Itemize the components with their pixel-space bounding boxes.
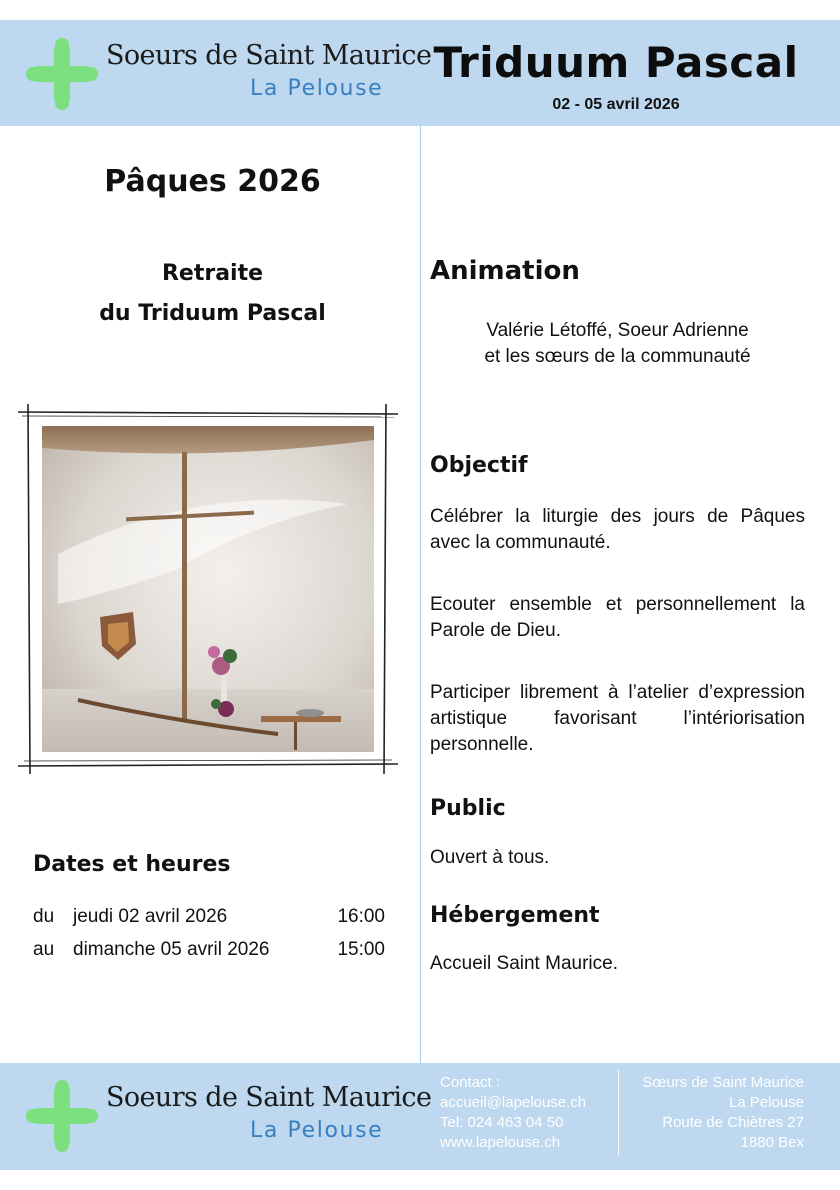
- footer-contact: [440, 1073, 586, 1153]
- page-title: Triduum Pascal: [433, 38, 799, 87]
- address-line-4: 1880 Bex: [740, 1134, 804, 1151]
- hebergement-text: Accueil Saint Maurice.: [430, 953, 618, 974]
- footer-logo: [26, 1080, 432, 1160]
- public-text: Ouvert à tous.: [430, 847, 550, 868]
- contact-label: Contact :: [440, 1074, 501, 1091]
- contact-website[interactable]: www.lapelouse.ch: [440, 1134, 561, 1151]
- chapel-photo: [18, 404, 398, 774]
- animation-line-1: Valérie Létoffé, Soeur Adrienne: [486, 320, 749, 341]
- brand-name: Soeurs de Saint Maurice: [106, 1082, 432, 1113]
- header-dates: 02 - 05 avril 2026: [552, 96, 680, 113]
- date-day: jeudi 02 avril 2026: [73, 906, 228, 927]
- date-time: 15:00: [337, 939, 385, 960]
- cross-icon: [26, 38, 98, 110]
- date-day: dimanche 05 avril 2026: [73, 939, 270, 960]
- objectif-paragraph-2: Ecouter ensemble et personnellement la Parole de Dieu.: [430, 594, 805, 641]
- objectif-paragraph-3: Participer librement à l’atelier d’expression artistique favorisant l’intériorisation personnelle.: [430, 682, 805, 755]
- public-heading: Public: [430, 796, 506, 821]
- contact-phone: Tel: 024 463 04 50: [440, 1114, 564, 1131]
- address-line-2: La Pelouse: [728, 1094, 804, 1111]
- date-row-start: [33, 906, 385, 932]
- cross-icon: [26, 1080, 98, 1152]
- brand-name: Soeurs de Saint Maurice: [106, 40, 432, 71]
- contact-email[interactable]: accueil@lapelouse.ch: [440, 1094, 587, 1111]
- objectif-paragraph-1: Célébrer la liturgie des jours de Pâques avec la communauté.: [430, 506, 805, 553]
- address-line-3: Route de Chiètres 27: [662, 1114, 804, 1131]
- date-prefix: au: [33, 939, 55, 960]
- date-row-end: [33, 939, 385, 965]
- animation-line-2: et les sœurs de la communauté: [484, 346, 751, 367]
- objectif-heading: Objectif: [430, 453, 528, 478]
- retreat-title: [0, 254, 425, 334]
- date-prefix: du: [33, 906, 55, 927]
- date-time: 16:00: [337, 906, 385, 927]
- header-logo: [26, 38, 432, 118]
- brand-subtitle: La Pelouse: [250, 1118, 384, 1143]
- dates-heading: Dates et heures: [33, 852, 231, 877]
- brand-subtitle: La Pelouse: [250, 76, 384, 101]
- retreat-line-2: du Triduum Pascal: [99, 301, 326, 326]
- footer-divider: [618, 1070, 619, 1156]
- animation-text: [430, 318, 805, 370]
- address-line-1: Sœurs de Saint Maurice: [642, 1074, 804, 1091]
- hebergement-heading: Hébergement: [430, 903, 600, 928]
- footer-address: [630, 1073, 804, 1153]
- retreat-line-1: Retraite: [161, 261, 264, 286]
- event-heading: Pâques 2026: [104, 164, 321, 199]
- animation-heading: Animation: [430, 256, 580, 286]
